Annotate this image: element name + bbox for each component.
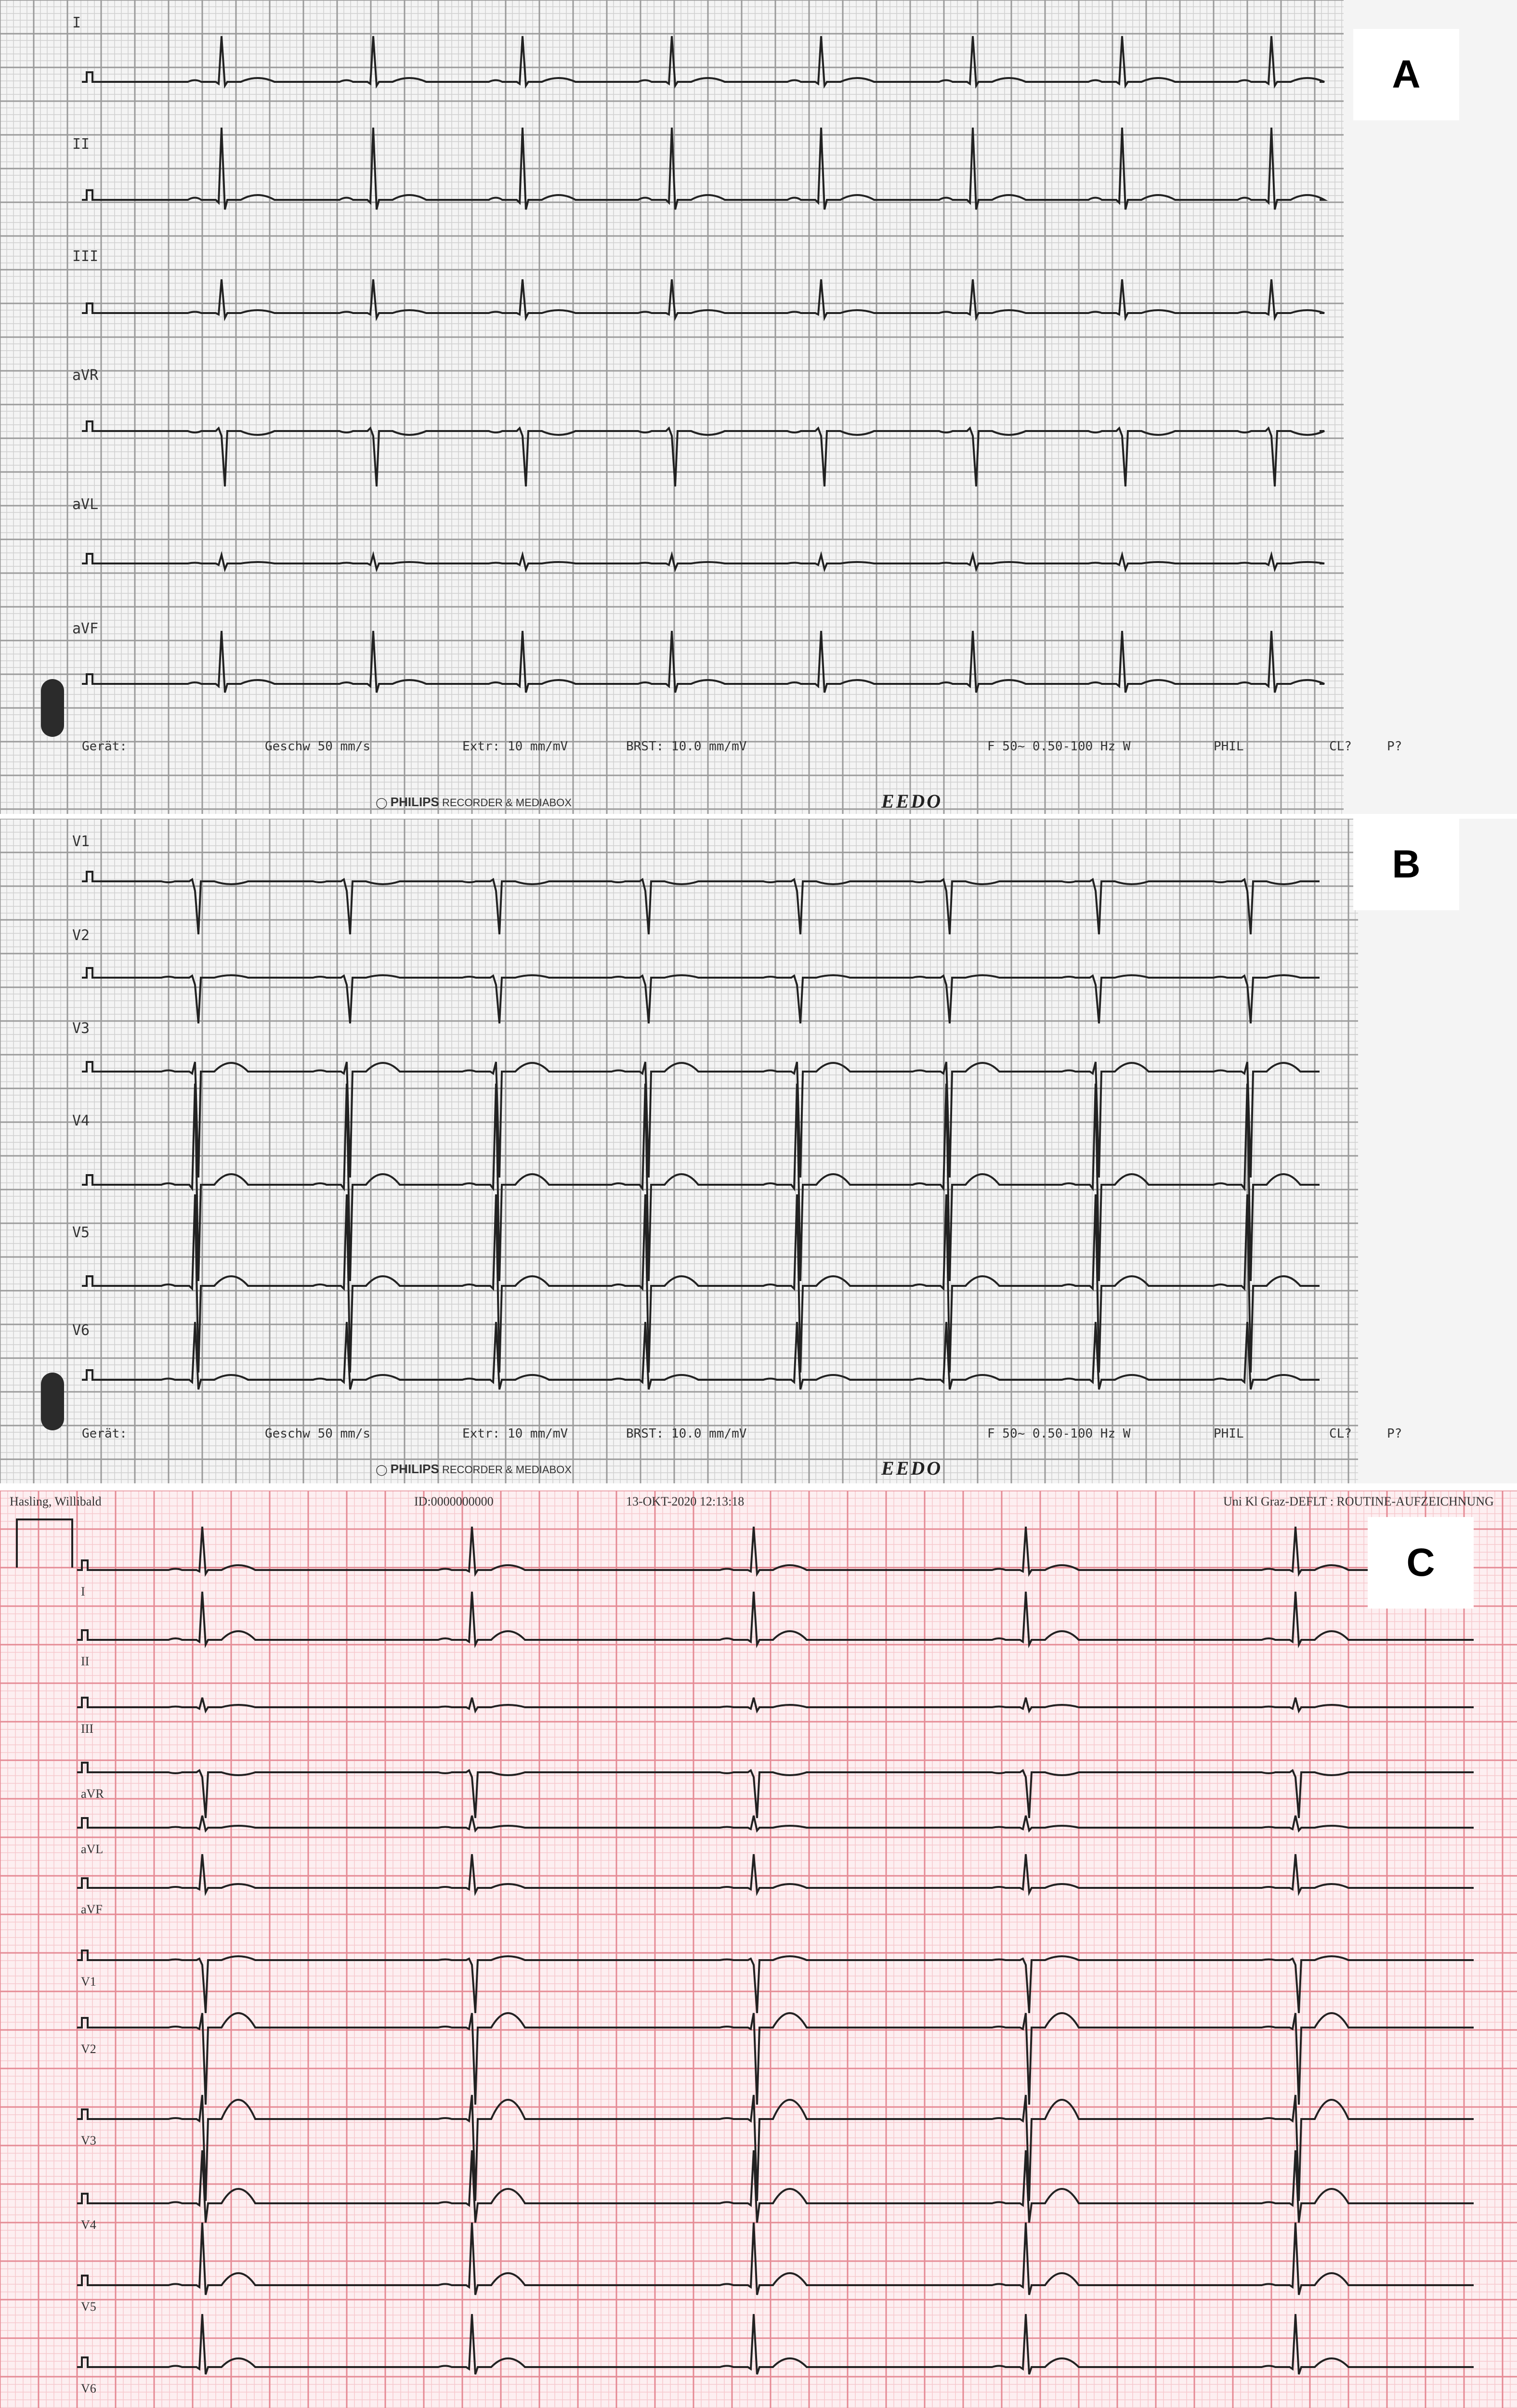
ecg-trace-aVL (77, 1816, 1474, 1831)
department: Uni Kl Graz-DEFLT : ROUTINE-AUFZEICHNUNG (1223, 1494, 1494, 1508)
lead-label: aVL (81, 1842, 104, 1856)
patient-name: Hasling, Willibald (10, 1494, 102, 1508)
panel-c-letter: C (1406, 1541, 1435, 1584)
lead-label: I (81, 1584, 85, 1598)
ecg-trace-V6 (82, 1322, 1320, 1389)
panel-a-letter: A (1392, 52, 1421, 96)
ecg-trace-V1 (82, 872, 1320, 934)
panel-b-traces (0, 819, 1517, 1483)
footer-cl: CL? (1329, 739, 1352, 754)
calibration-pulse (17, 1519, 72, 1568)
lead-label: V2 (72, 927, 90, 944)
footer-filter: F 50~ 0.50-100 Hz W (987, 739, 1131, 754)
lead-label: aVR (72, 367, 99, 384)
ecg-trace-V2 (82, 968, 1320, 1023)
footer-device: Gerät: (82, 739, 127, 754)
ecg-trace-II (82, 128, 1324, 209)
lead-label: aVR (81, 1787, 104, 1801)
footer-p: P? (1387, 739, 1402, 754)
ecg-trace-V4 (82, 1084, 1320, 1281)
ecg-trace-V3 (77, 2095, 1474, 2201)
lead-label: II (72, 136, 90, 153)
ecg-trace-V5 (77, 2223, 1474, 2295)
ecg-trace-aVL (82, 554, 1324, 569)
footer-filter: F 50~ 0.50-100 Hz W (987, 1426, 1131, 1441)
ecg-trace-V6 (77, 2314, 1474, 2374)
ecg-trace-V2 (77, 2013, 1474, 2105)
panel-a-traces (0, 0, 1517, 814)
lead-label: II (81, 1654, 90, 1668)
footer-extr: Extr: 10 mm/mV (462, 1426, 568, 1441)
panel-b-label-box (1353, 819, 1459, 910)
ecg-trace-I (77, 1527, 1474, 1574)
ecg-trace-aVF (82, 631, 1324, 693)
ecg-trace-II (77, 1592, 1474, 1645)
footer-extr: Extr: 10 mm/mV (462, 739, 568, 754)
ecg-trace-aVR (82, 421, 1324, 486)
lead-label: III (72, 248, 99, 265)
ecg-trace-V4 (77, 2150, 1474, 2223)
panel-c (0, 1491, 1517, 2408)
lead-label: V6 (81, 2382, 96, 2395)
ecg-trace-III (77, 1698, 1474, 1711)
lead-label: V1 (81, 1975, 96, 1989)
lead-label: V4 (72, 1112, 90, 1129)
footer-cl: CL? (1329, 1426, 1352, 1441)
ecg-trace-aVF (77, 1854, 1474, 1893)
lead-label: V3 (81, 2133, 96, 2147)
footer-device: Gerät: (82, 1426, 127, 1441)
lead-label: aVF (72, 620, 99, 637)
lead-label: I (72, 14, 81, 31)
lead-label: V5 (81, 2300, 96, 2314)
footer-speed: Geschw 50 mm/s (265, 1426, 371, 1441)
footer-code: PHIL (1214, 1426, 1244, 1441)
lead-label: aVF (81, 1902, 103, 1916)
footer-p: P? (1387, 1426, 1402, 1441)
ecg-trace-aVR (77, 1763, 1474, 1818)
device-marker-icon (41, 1373, 64, 1430)
logo: EEDO (881, 1457, 943, 1479)
panel-a-label-box (1353, 29, 1459, 120)
record-datetime: 13-OKT-2020 12:13:18 (626, 1494, 745, 1508)
patient-id: ID:0000000000 (414, 1494, 494, 1508)
panel-b (0, 819, 1517, 1483)
lead-label: V4 (81, 2218, 96, 2232)
footer-speed: Geschw 50 mm/s (265, 739, 371, 754)
logo: EEDO (881, 790, 943, 812)
panel-a (0, 0, 1517, 814)
lead-label: V2 (81, 2042, 96, 2056)
lead-label: aVL (72, 496, 99, 513)
lead-label: V3 (72, 1020, 90, 1037)
brand-label: ◯ PHILIPS RECORDER & MEDIABOX (376, 1462, 572, 1476)
panel-b-letter: B (1392, 842, 1421, 886)
panel-c-label-box (1368, 1517, 1474, 1609)
lead-label: V5 (72, 1224, 90, 1241)
footer-brst: BRST: 10.0 mm/mV (626, 739, 747, 754)
brand-label: ◯ PHILIPS RECORDER & MEDIABOX (376, 795, 572, 809)
lead-label: III (81, 1722, 93, 1736)
footer-code: PHIL (1214, 739, 1244, 754)
device-marker-icon (41, 679, 64, 737)
ecg-trace-V3 (82, 1062, 1320, 1178)
footer-brst: BRST: 10.0 mm/mV (626, 1426, 747, 1441)
ecg-trace-I (82, 36, 1324, 86)
ecg-trace-III (82, 279, 1324, 318)
lead-label: V6 (72, 1322, 90, 1339)
ecg-trace-V1 (77, 1950, 1474, 2013)
ecg-trace-V5 (82, 1194, 1320, 1373)
lead-label: V1 (72, 833, 90, 850)
panel-c-traces (0, 1491, 1517, 2408)
